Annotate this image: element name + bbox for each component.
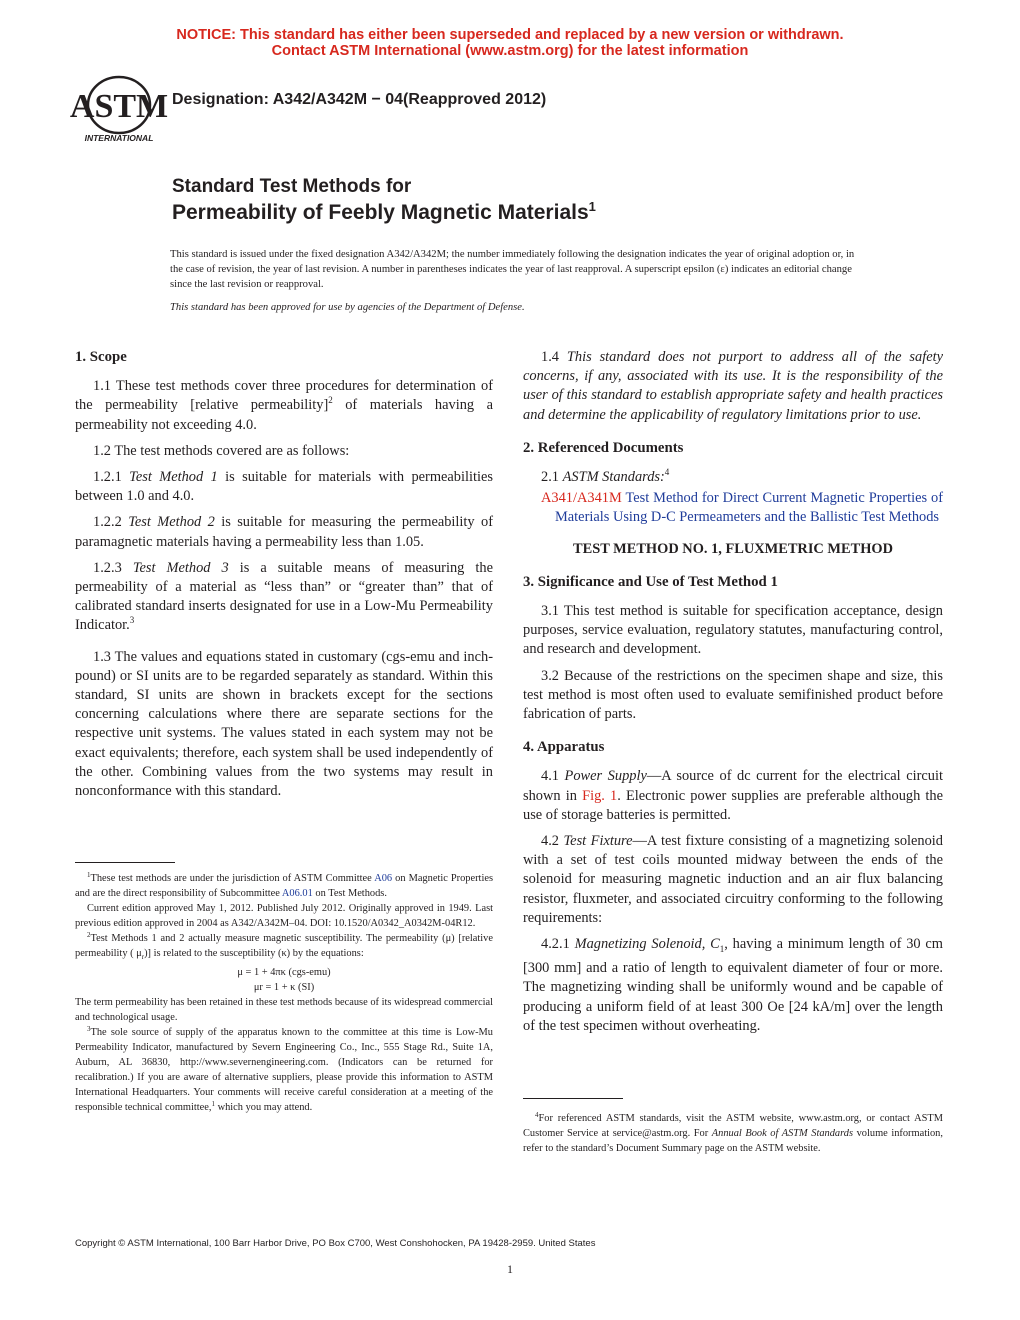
fn-text: volume information, refer to the standard’s Document Summary page on the ASTM website. [523, 1128, 943, 1154]
footnote-1 [75, 871, 493, 901]
para-italic: Test Method 3 [132, 559, 229, 576]
fn-text: on Magnetic Properties and are the direct responsibility of Subcommittee [75, 873, 493, 899]
fn-text: Test Methods 1 and 2 actually measure magnetic susceptibility. The permeability (μ) [relative permeability ( μ [75, 933, 493, 959]
notice-line-2: Contact ASTM International (www.astm.org) for the latest information [271, 43, 749, 59]
intro-paragraph: This standard is issued under the fixed designation A342/A342M; the number immediately following the designation indicates the year of original adoption or, in the case of revision, the year of last revision. A number in parentheses indicates the year of last reapproval. A superscript epsilon (ε) indicates an editorial change since the last revision or reapproval. [170, 249, 855, 290]
para-1-1 [75, 377, 493, 435]
footnotes-left [75, 871, 493, 1115]
logo-letters: ASTM [69, 88, 169, 125]
para-1-1-text-b: of materials having a permeability not exceeding 4.0. [75, 397, 493, 433]
footnote-3 [75, 1025, 493, 1115]
para-italic: Test Method 1 [129, 469, 218, 486]
para-3-2: 3.2 Because of the restrictions on the specimen shape and size, this test method is most often used to evaluate semifinished product before fabrication of parts. [523, 667, 943, 723]
para-4-2-1 [523, 935, 943, 1036]
figure-1-link[interactable]: Fig. 1 [582, 787, 618, 804]
section-2-heading: 2. Referenced Documents [523, 439, 684, 456]
para-sub: 1 [719, 943, 725, 954]
para-3-1: 3.1 This test method is suitable for specification acceptance, design purposes, service evaluation, regulatory statutes, manufacturing control, and research and development. [523, 603, 943, 658]
fn-text: which you may attend. [214, 1102, 313, 1114]
equation-si: μr = 1 + κ (SI) [253, 982, 315, 994]
para-num: 4.2.1 [541, 936, 575, 953]
para-num: 2.1 [541, 469, 563, 486]
para-italic: This standard does not purport to address all of the safety concerns, if any, associated with its use. It is the responsibility of the user of this standard to establish appropriate safety and health practices and determine the applicability of regulatory limitations prior to use. [523, 349, 943, 423]
fn-marker: 3 [87, 1025, 91, 1034]
logo-subtext: INTERNATIONAL [84, 133, 154, 143]
para-4-2 [523, 832, 943, 928]
para-text: —A source of dc current for the electrical circuit shown in [523, 768, 943, 804]
para-2-1 [523, 468, 943, 487]
left-column [75, 348, 493, 808]
footnote-ref-4: 4 [664, 467, 670, 478]
para-text: . Electronic power supplies are preferable although the use of storage batteries is permitted. [523, 787, 944, 823]
para-1-2: 1.2 The test methods covered are as follows: [93, 442, 350, 459]
page-number: 1 [507, 1262, 513, 1276]
para-4-1 [523, 767, 943, 825]
para-1-2-2 [75, 513, 493, 551]
fn-sub: r [141, 953, 145, 962]
footnote-2-note: The term permeability has been retained in these test methods because of its widespread commercial and technological usage. [75, 997, 493, 1024]
footnote-ref-2: 2 [328, 395, 333, 406]
referenced-standard[interactable] [523, 489, 943, 527]
footnote-rule-left [75, 862, 175, 863]
para-italic: Test Fixture [563, 833, 633, 850]
para-num: 1.2.3 [93, 559, 133, 576]
footnote-1-edition: Current edition approved May 1, 2012. Published July 2012. Originally approved in 1949. Last previous edition approved in 2004 as A342/A342M–04. DOI: 10.1520/A0342_A0342M-04R12. [75, 903, 493, 929]
para-text: is suitable for materials with permeabilities between 1.0 and 4.0. [75, 469, 493, 505]
title-text: Permeability of Feebly Magnetic Materials [172, 201, 589, 224]
fn-text: on Test Methods. [312, 888, 387, 899]
para-num: 1.2.1 [93, 469, 130, 486]
copyright: Copyright © ASTM International, 100 Barr Harbor Drive, PO Box C700, West Conshohocken, PA 19428-2959. United States [75, 1238, 596, 1249]
fn-text: The sole source of supply of the apparatus known to the committee at this time is Low-Mu Permeability Indicator, manufactured by Severn Engineering Co., Inc., 555 Stage Rd., Suite 1A, Auburn, AL 36830, http://www.severnengineering.com. (Indicators can be returned for recalibration.) If you are aware of alternative suppliers, please provide this information to ASTM International Headquarters. Your comments will receive careful consideration at a meeting of the responsible technical committee, [75, 1027, 493, 1114]
section-4-heading: 4. Apparatus [523, 739, 605, 756]
para-italic: Power Supply [564, 768, 647, 785]
para-1-2-3 [75, 559, 493, 636]
footnote-ref-3: 3 [129, 615, 135, 626]
designation: Designation: A342/A342M − 04(Reapproved 2012) [172, 91, 547, 108]
section-3-heading: 3. Significance and Use of Test Method 1 [523, 573, 778, 590]
para-num: 4.1 [541, 768, 565, 785]
fn-marker: 1 [87, 871, 91, 879]
ref-code[interactable]: A341/A341M [541, 490, 622, 507]
footnote-rule-right [523, 1098, 623, 1099]
para-text: —A test fixture consisting of a magnetizing solenoid with a set of test coils mounted midway between the ends of the solenoid for measuring magnetic induction and an air flux balancing resistor, fluxmeter, and associated circuitry conforming to the following requirements: [523, 833, 943, 926]
equation-cgs: μ = 1 + 4πκ (cgs-emu) [237, 967, 331, 979]
para-1-1-text: 1.1 These test methods cover three procedures for determination of the permeability [relative permeability] [75, 378, 493, 414]
para-1-2-1 [75, 468, 493, 506]
fn-text: For referenced ASTM standards, visit the ASTM website, www.astm.org, or contact ASTM Customer Service at service@astm.org. For [523, 1113, 943, 1139]
title-line-1: Standard Test Methods for [172, 176, 412, 197]
fn-marker: 4 [535, 1111, 539, 1119]
right-column [523, 348, 943, 1043]
fn-text: )] is related to the susceptibility (κ) by the equations: [144, 948, 364, 959]
para-text: is a suitable means of measuring the permeability of a material as “less than” or “greater than” that of calibrated standard inserts designated for use in a Low-Mu Permeability Indicator. [75, 559, 493, 634]
para-num: 1.2.2 [93, 514, 129, 531]
para-italic: Test Method 2 [128, 514, 215, 531]
para-num: 1.4 [541, 349, 567, 365]
fn-italic: Annual Book of ASTM Standards [711, 1128, 854, 1139]
para-num: 4.2 [541, 833, 564, 850]
method-heading: TEST METHOD NO. 1, FLUXMETRIC METHOD [573, 540, 893, 557]
section-1-heading: 1. Scope [75, 349, 127, 365]
committee-link[interactable]: A06 [374, 873, 393, 884]
footnote-2 [75, 931, 493, 965]
para-1-4 [523, 348, 943, 425]
notice-line-1: NOTICE: This standard has either been superseded and replaced by a new version or withdrawn. [176, 27, 844, 43]
footnotes-right [523, 1111, 943, 1156]
subcommittee-link[interactable]: A06.01 [281, 888, 313, 899]
astm-logo [69, 72, 169, 148]
footnote-4 [523, 1111, 943, 1156]
fn-text: These test methods are under the jurisdiction of ASTM Committee [90, 873, 375, 884]
para-italic: Magnetizing Solenoid, C [574, 936, 720, 953]
fn-marker: 2 [87, 931, 91, 939]
para-text: , having a minimum length of 30 cm [300 mm] and a ratio of length to equivalent diameter of four or more. The magnetizing winding shall be uniformly wound and be capable of producing a uniform field of at least 300 Oe [24 kA/m] over the length of the test specimen without overheating. [523, 936, 944, 1034]
fn-ref: 1 [211, 1100, 215, 1109]
approved-statement: This standard has been approved for use by agencies of the Department of Defense. [170, 302, 525, 313]
title-footnote-ref: 1 [588, 199, 596, 214]
astm-logo-icon [69, 72, 169, 148]
para-text: is suitable for measuring the permeability of paramagnetic materials having a permeability less than 1.05. [75, 514, 493, 550]
para-1-3: 1.3 The values and equations stated in customary (cgs-emu and inch-pound) or SI units are to be regarded separately as standard. Within this standard, SI units are shown in brackets except for the sections concerning calculations where there are separate sections for the respective unit systems. The values stated in each system may not be exact equivalents; therefore, each system shall be used independently of the other. Combining values from the two systems may result in nonconformance with this standard. [75, 648, 493, 800]
ref-title[interactable]: Test Method for Direct Current Magnetic Properties of Materials Using D-C Permeameters and the Ballistic Test Methods [555, 490, 943, 526]
title-line-2 [172, 199, 596, 225]
para-italic: ASTM Standards: [562, 469, 665, 486]
